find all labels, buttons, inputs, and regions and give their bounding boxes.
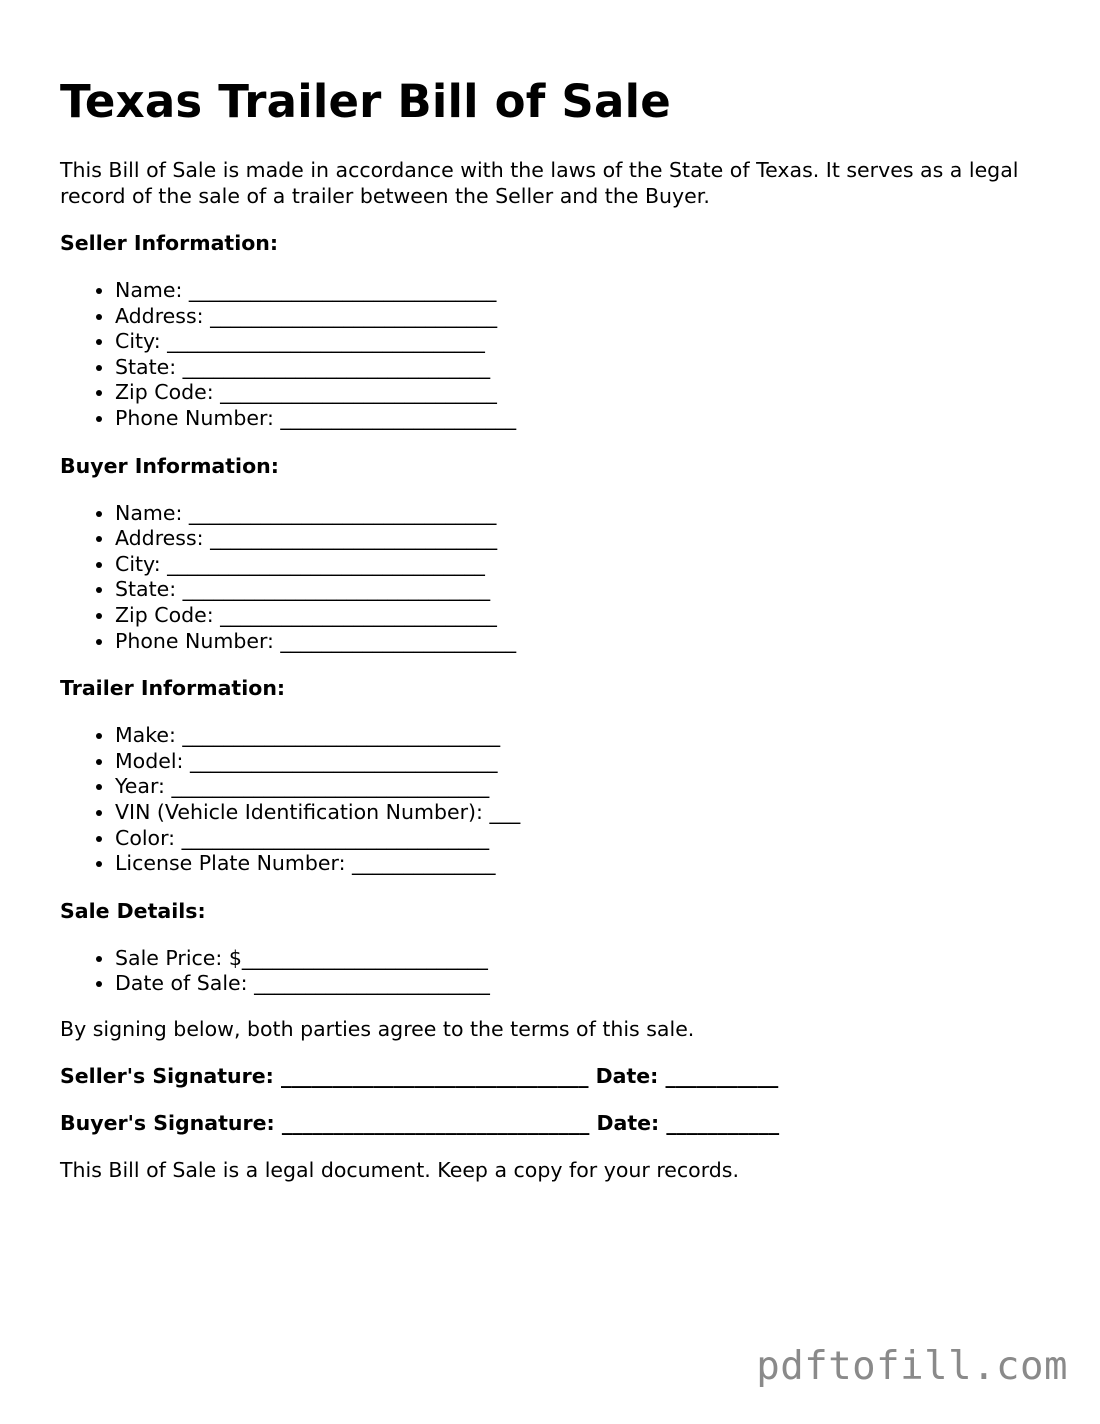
seller-zip-field: • Zip Code: ___________________________ [115, 380, 1040, 406]
trailer-plate-field: • License Plate Number: ______________ [115, 851, 1040, 877]
buyer-name-field: • Name: ______________________________ [115, 501, 1040, 527]
document-title: Texas Trailer Bill of Sale [60, 75, 671, 128]
trailer-model-field: • Model: ______________________________ [115, 749, 1040, 775]
agreement-statement: By signing below, both parties agree to the terms of this sale. [60, 1016, 695, 1041]
trailer-info-list [60, 723, 1040, 877]
buyer-city-field: • City: _______________________________ [115, 552, 1040, 578]
trailer-make-field: • Make: _______________________________ [115, 723, 1040, 749]
sale-price-field: • Sale Price: $________________________ [115, 946, 1040, 972]
watermark-logo: pdftofill.com [756, 1344, 1068, 1389]
seller-name-field: • Name: ______________________________ [115, 278, 1040, 304]
buyer-info-heading: Buyer Information: [60, 453, 279, 478]
trailer-info-heading: Trailer Information: [60, 676, 286, 701]
trailer-year-field: • Year: _______________________________ [115, 774, 1040, 800]
sale-details-list [60, 946, 1040, 997]
sale-details-heading: Sale Details: [60, 898, 206, 923]
seller-info-heading: Seller Information: [60, 231, 279, 255]
seller-info-list [60, 278, 1040, 432]
trailer-color-field: • Color: ______________________________ [115, 826, 1040, 852]
seller-signature-line: Seller's Signature: ______________________________ Date: ___________ [60, 1063, 779, 1088]
seller-address-field: • Address: ____________________________ [115, 304, 1040, 330]
sale-date-field: • Date of Sale: _______________________ [115, 971, 1040, 997]
buyer-phone-field: • Phone Number: _______________________ [115, 629, 1040, 655]
buyer-state-field: • State: ______________________________ [115, 577, 1040, 603]
document-page [60, 72, 1040, 1183]
buyer-signature-line: Buyer's Signature: ______________________________ Date: ___________ [60, 1110, 780, 1135]
footer-note: This Bill of Sale is a legal document. Keep a copy for your records. [60, 1157, 740, 1182]
buyer-zip-field: • Zip Code: ___________________________ [115, 603, 1040, 629]
buyer-info-list [60, 501, 1040, 655]
seller-city-field: • City: _______________________________ [115, 329, 1040, 355]
intro-paragraph: This Bill of Sale is made in accordance with the laws of the State of Texas. It serves as a legal record of the sale of a trailer between the Seller and the Buyer. [60, 158, 1019, 208]
trailer-vin-field: • VIN (Vehicle Identification Number): ___ [115, 800, 1040, 826]
buyer-address-field: • Address: ____________________________ [115, 526, 1040, 552]
seller-state-field: • State: ______________________________ [115, 355, 1040, 381]
seller-phone-field: • Phone Number: _______________________ [115, 406, 1040, 432]
